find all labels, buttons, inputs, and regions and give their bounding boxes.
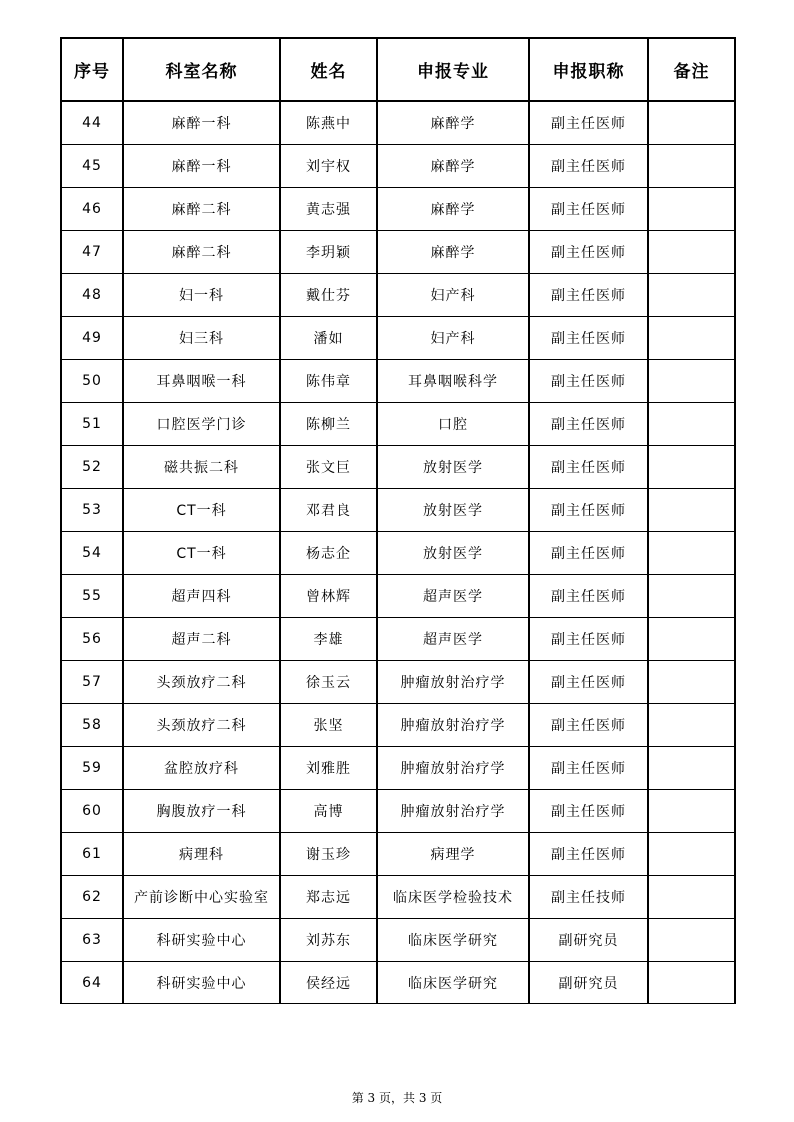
page-footer: 第 3 页，共 3 页: [351, 1091, 443, 1105]
table-body: [61, 101, 735, 1004]
cell-col-title: 副主任医师: [529, 317, 648, 360]
header-col-specialty: 申报专业: [377, 38, 529, 101]
cell-col-name: 刘苏东: [280, 919, 377, 962]
cell-col-index: 46: [61, 188, 123, 231]
cell-col-remarks: [648, 360, 735, 403]
cell-col-specialty: 放射医学: [377, 532, 529, 575]
header-col-title: 申报职称: [529, 38, 648, 101]
cell-col-index: 64: [61, 962, 123, 1004]
cell-col-name: 李玥颖: [280, 231, 377, 274]
cell-col-index: 55: [61, 575, 123, 618]
table-row: [61, 274, 735, 317]
cell-col-index: 51: [61, 403, 123, 446]
cell-col-department: 科研实验中心: [123, 962, 280, 1004]
cell-col-department: 病理科: [123, 833, 280, 876]
cell-col-specialty: 超声医学: [377, 618, 529, 661]
cell-col-name: 郑志远: [280, 876, 377, 919]
cell-col-name: 陈伟章: [280, 360, 377, 403]
table-row: [61, 876, 735, 919]
header-col-name: 姓名: [280, 38, 377, 101]
cell-col-department: CT一科: [123, 532, 280, 575]
cell-col-name: 徐玉云: [280, 661, 377, 704]
cell-col-remarks: [648, 231, 735, 274]
table-row: [61, 661, 735, 704]
cell-col-title: 副主任医师: [529, 747, 648, 790]
cell-col-specialty: 临床医学研究: [377, 962, 529, 1004]
table-row: [61, 446, 735, 489]
cell-col-department: CT一科: [123, 489, 280, 532]
cell-col-index: 54: [61, 532, 123, 575]
cell-col-specialty: 放射医学: [377, 489, 529, 532]
cell-col-name: 陈燕中: [280, 101, 377, 145]
cell-col-title: 副研究员: [529, 919, 648, 962]
cell-col-specialty: 放射医学: [377, 446, 529, 489]
cell-col-index: 49: [61, 317, 123, 360]
cell-col-department: 头颈放疗二科: [123, 661, 280, 704]
cell-col-title: 副主任医师: [529, 661, 648, 704]
table-row: [61, 575, 735, 618]
cell-col-index: 50: [61, 360, 123, 403]
table-row: [61, 790, 735, 833]
cell-col-specialty: 妇产科: [377, 274, 529, 317]
table-row: [61, 145, 735, 188]
table-row: [61, 231, 735, 274]
cell-col-index: 44: [61, 101, 123, 145]
cell-col-name: 戴仕芬: [280, 274, 377, 317]
table-row: [61, 532, 735, 575]
cell-col-specialty: 临床医学研究: [377, 919, 529, 962]
cell-col-remarks: [648, 446, 735, 489]
cell-col-department: 磁共振二科: [123, 446, 280, 489]
cell-col-name: 刘雅胜: [280, 747, 377, 790]
cell-col-department: 超声二科: [123, 618, 280, 661]
cell-col-specialty: 肿瘤放射治疗学: [377, 704, 529, 747]
cell-col-name: 刘宇权: [280, 145, 377, 188]
cell-col-title: 副主任医师: [529, 833, 648, 876]
cell-col-remarks: [648, 188, 735, 231]
cell-col-name: 张文巨: [280, 446, 377, 489]
cell-col-name: 高博: [280, 790, 377, 833]
cell-col-name: 张坚: [280, 704, 377, 747]
table-row: [61, 618, 735, 661]
cell-col-remarks: [648, 317, 735, 360]
cell-col-remarks: [648, 704, 735, 747]
roster-table: [60, 37, 736, 1004]
cell-col-department: 胸腹放疗一科: [123, 790, 280, 833]
cell-col-remarks: [648, 661, 735, 704]
cell-col-specialty: 临床医学检验技术: [377, 876, 529, 919]
table-row: [61, 188, 735, 231]
table-row: [61, 962, 735, 1004]
cell-col-remarks: [648, 489, 735, 532]
cell-col-remarks: [648, 747, 735, 790]
cell-col-remarks: [648, 919, 735, 962]
cell-col-department: 麻醉二科: [123, 188, 280, 231]
cell-col-department: 妇三科: [123, 317, 280, 360]
cell-col-index: 48: [61, 274, 123, 317]
header-row: [61, 38, 735, 101]
cell-col-specialty: 麻醉学: [377, 188, 529, 231]
cell-col-remarks: [648, 790, 735, 833]
cell-col-index: 62: [61, 876, 123, 919]
cell-col-name: 李雄: [280, 618, 377, 661]
cell-col-name: 侯经远: [280, 962, 377, 1004]
cell-col-specialty: 麻醉学: [377, 101, 529, 145]
table-row: [61, 403, 735, 446]
cell-col-department: 耳鼻咽喉一科: [123, 360, 280, 403]
cell-col-department: 头颈放疗二科: [123, 704, 280, 747]
cell-col-name: 谢玉珍: [280, 833, 377, 876]
cell-col-remarks: [648, 532, 735, 575]
cell-col-specialty: 病理学: [377, 833, 529, 876]
cell-col-title: 副主任医师: [529, 532, 648, 575]
cell-col-department: 麻醉二科: [123, 231, 280, 274]
cell-col-title: 副主任医师: [529, 489, 648, 532]
cell-col-index: 45: [61, 145, 123, 188]
cell-col-name: 黄志强: [280, 188, 377, 231]
cell-col-department: 口腔医学门诊: [123, 403, 280, 446]
cell-col-index: 61: [61, 833, 123, 876]
cell-col-specialty: 超声医学: [377, 575, 529, 618]
header-col-remarks: 备注: [648, 38, 735, 101]
cell-col-department: 科研实验中心: [123, 919, 280, 962]
cell-col-remarks: [648, 876, 735, 919]
cell-col-index: 53: [61, 489, 123, 532]
cell-col-index: 47: [61, 231, 123, 274]
cell-col-title: 副主任医师: [529, 101, 648, 145]
cell-col-specialty: 麻醉学: [377, 231, 529, 274]
cell-col-name: 陈柳兰: [280, 403, 377, 446]
table-row: [61, 704, 735, 747]
cell-col-specialty: 妇产科: [377, 317, 529, 360]
cell-col-index: 59: [61, 747, 123, 790]
table-row: [61, 360, 735, 403]
cell-col-remarks: [648, 618, 735, 661]
cell-col-specialty: 耳鼻咽喉科学: [377, 360, 529, 403]
cell-col-title: 副主任技师: [529, 876, 648, 919]
table-row: [61, 317, 735, 360]
table-row: [61, 919, 735, 962]
cell-col-specialty: 肿瘤放射治疗学: [377, 790, 529, 833]
header-col-index: 序号: [61, 38, 123, 101]
table-row: [61, 833, 735, 876]
cell-col-department: 超声四科: [123, 575, 280, 618]
cell-col-remarks: [648, 145, 735, 188]
cell-col-name: 邓君良: [280, 489, 377, 532]
cell-col-remarks: [648, 833, 735, 876]
cell-col-remarks: [648, 274, 735, 317]
cell-col-remarks: [648, 101, 735, 145]
cell-col-index: 60: [61, 790, 123, 833]
cell-col-title: 副主任医师: [529, 790, 648, 833]
cell-col-specialty: 麻醉学: [377, 145, 529, 188]
cell-col-title: 副研究员: [529, 962, 648, 1004]
header-col-department: 科室名称: [123, 38, 280, 101]
cell-col-specialty: 口腔: [377, 403, 529, 446]
table-row: [61, 747, 735, 790]
cell-col-title: 副主任医师: [529, 145, 648, 188]
cell-col-name: 杨志企: [280, 532, 377, 575]
cell-col-department: 产前诊断中心实验室: [123, 876, 280, 919]
cell-col-remarks: [648, 575, 735, 618]
cell-col-title: 副主任医师: [529, 618, 648, 661]
cell-col-title: 副主任医师: [529, 446, 648, 489]
cell-col-index: 56: [61, 618, 123, 661]
table-row: [61, 489, 735, 532]
cell-col-remarks: [648, 403, 735, 446]
cell-col-title: 副主任医师: [529, 231, 648, 274]
cell-col-title: 副主任医师: [529, 360, 648, 403]
cell-col-specialty: 肿瘤放射治疗学: [377, 747, 529, 790]
cell-col-index: 57: [61, 661, 123, 704]
cell-col-department: 麻醉一科: [123, 101, 280, 145]
cell-col-title: 副主任医师: [529, 188, 648, 231]
cell-col-title: 副主任医师: [529, 575, 648, 618]
cell-col-title: 副主任医师: [529, 274, 648, 317]
cell-col-department: 麻醉一科: [123, 145, 280, 188]
cell-col-title: 副主任医师: [529, 704, 648, 747]
cell-col-specialty: 肿瘤放射治疗学: [377, 661, 529, 704]
table-row: [61, 101, 735, 145]
cell-col-title: 副主任医师: [529, 403, 648, 446]
cell-col-index: 63: [61, 919, 123, 962]
cell-col-remarks: [648, 962, 735, 1004]
cell-col-name: 曾林辉: [280, 575, 377, 618]
cell-col-name: 潘如: [280, 317, 377, 360]
table-header: [61, 38, 735, 101]
cell-col-index: 58: [61, 704, 123, 747]
cell-col-department: 妇一科: [123, 274, 280, 317]
cell-col-department: 盆腔放疗科: [123, 747, 280, 790]
cell-col-index: 52: [61, 446, 123, 489]
